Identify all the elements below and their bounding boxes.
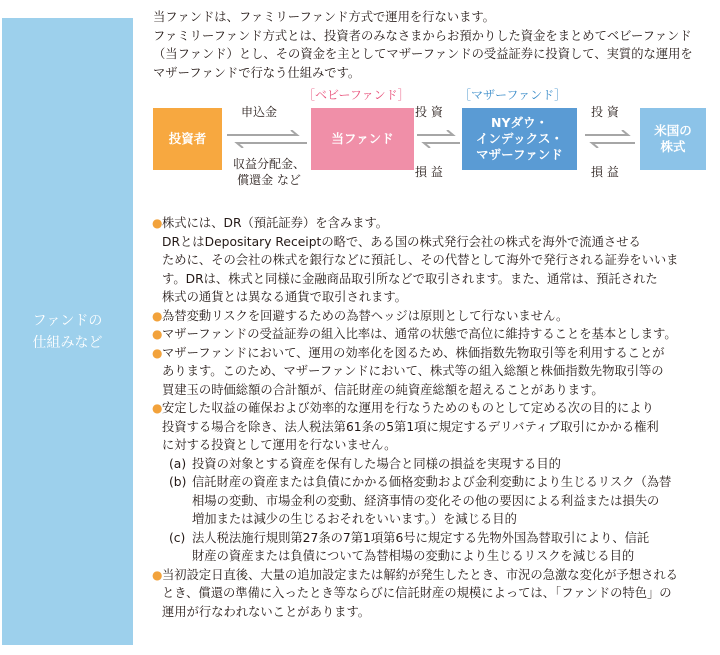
bullet-icon: ● — [152, 567, 163, 582]
note-line: マザーファンドにおいて、運用の効率化を図るため、株価指数先物取引等を利用することが — [162, 345, 665, 360]
sub-item-line: 相場の変動、市場金利の変動、経済事情の変化その他の要因による利益または損失の — [192, 493, 660, 508]
sub-item-c — [162, 529, 713, 566]
arrow-label-invest: 投 資 — [415, 105, 443, 119]
note-line: DRとはDepositary Receiptの略で、ある国の株式発行会社の株式を海外で流通させる — [162, 234, 641, 249]
mother-fund-label-line: NYダウ・ — [490, 115, 548, 130]
mother-fund-label-line: インデックス・ — [475, 131, 564, 146]
mother-fund-box — [462, 108, 577, 170]
note-line: 投資する場合を除き、法人税法第61条の5第1項に規定するデリバティブ取引にかかる権利 — [162, 419, 659, 434]
note-line: マザーファンドの受益証券の組入比率は、通常の状態で高位に維持することを基本とします。 — [162, 327, 677, 341]
note-line: ために、その会社の株式を銀行などに預託し、その代替として海外で発行される証券をいいま — [162, 253, 679, 267]
fund-structure-diagram — [153, 84, 713, 212]
arrow-label-profit-loss: 損 益 — [591, 165, 619, 179]
baby-fund-header: ［ベビーファンド］ — [303, 88, 410, 102]
note-line: 安定した収益の確保および効率的な運用を行なうためのものとして定める次の目的により — [162, 401, 654, 415]
us-stocks-label-line: 株式 — [660, 139, 686, 154]
double-arrow-icon — [585, 130, 635, 148]
note-line: に対する投資として運用を行ないません。 — [162, 438, 397, 452]
mother-fund-label-line: マザーファンド — [476, 147, 563, 162]
distribution-line: 償還金 など — [237, 173, 301, 187]
section-label — [2, 18, 133, 645]
us-stocks-box — [640, 108, 706, 170]
sub-item-line: 増加または減少の生じるおそれをいいます。）を減じる目的 — [192, 512, 517, 526]
us-stocks-label-line: 米国の — [654, 123, 692, 138]
intro-line: ファミリーファンド方式とは、投資者のみなさまからお預かりした資金をまとめてベビーファンド — [153, 28, 692, 43]
note-line: 買建玉の時価総額の合計額が、信託財産の純資産総額を超えることがあります。 — [162, 382, 604, 397]
intro-line: 当ファンドは、ファミリーファンド方式で運用を行ないます。 — [153, 10, 495, 24]
section-label-line1: ファンドの — [32, 312, 103, 329]
bullet-icon: ● — [152, 327, 163, 341]
note-line: 株式には、DR（預託証券）を含みます。 — [162, 216, 389, 230]
note-line: 為替変動リスクを回避するための為替ヘッジは原則として行ないません。 — [162, 308, 569, 323]
double-arrow-icon — [417, 130, 460, 148]
note-item — [153, 214, 713, 307]
sub-item-line: 財産の資産または負債について為替相場の変動により生じるリスクを減じる目的 — [192, 549, 635, 563]
note-line: とき、償還の準備に入ったとき等ならびに信託財産の規模によっては、「ファンドの特色」の — [162, 586, 672, 600]
arrow-label-invest: 投 資 — [591, 105, 619, 119]
distribution-line: 収益分配金、 — [233, 157, 306, 171]
sub-item-b — [162, 473, 713, 529]
note-item — [153, 399, 713, 566]
note-item — [153, 344, 713, 400]
note-line: す。DRは、株式と同様に金融商品取引所などで取引されます。また、通常は、預託された — [162, 271, 658, 286]
intro-line: （当ファンド）とし、その資金を主としてマザーファンドの受益証券に投資して、実質的な運用を — [153, 47, 693, 61]
mother-fund-header: ［マザーファンド］ — [459, 88, 567, 102]
sub-item-line: 投資の対象とする資産を保有した場合と同様の損益を実現する目的 — [192, 456, 561, 471]
section-label-line2: 仕組みなど — [32, 334, 103, 351]
main-content — [153, 8, 713, 621]
bullet-icon: ● — [152, 345, 163, 360]
bullet-icon: ● — [152, 308, 163, 323]
note-item — [153, 307, 713, 326]
sub-item-marker: (a) — [169, 456, 187, 471]
bullet-icon: ● — [152, 401, 163, 415]
sub-item-marker: (c) — [169, 530, 186, 545]
sub-item-line: 信託財産の資産または負債にかかる価格変動および金利変動により生じるリスク（為替 — [192, 475, 672, 489]
sub-item-a — [162, 455, 713, 474]
note-item — [153, 325, 713, 344]
note-line: 運用が行なわれないことがあります。 — [162, 604, 371, 619]
arrow-label-distribution — [233, 156, 305, 188]
note-line: あります。このため、マザーファンドにおいて、株式等の組入総額と株価指数先物取引等の — [162, 364, 664, 378]
baby-fund-label: 当ファンド — [331, 131, 394, 146]
note-line: 株式の通貨とは異なる通貨で取引されます。 — [162, 290, 407, 304]
sub-item-marker: (b) — [169, 475, 187, 489]
sub-item-line: 法人税法施行規則第27条の7第1項第6号に規定する先物外国為替取引により、信託 — [192, 530, 650, 545]
note-item — [153, 566, 713, 622]
notes-list — [153, 214, 713, 621]
investor-label: 投資者 — [168, 131, 207, 146]
baby-fund-box — [311, 108, 414, 170]
double-arrow-icon — [227, 130, 307, 148]
bullet-icon: ● — [152, 216, 163, 230]
arrow-label-profit-loss: 損 益 — [415, 165, 443, 179]
investor-box — [153, 108, 222, 170]
intro-line: マザーファンドで行なう仕組みです。 — [153, 65, 361, 80]
arrow-label-subscription: 申込金 — [241, 105, 278, 119]
note-line: 当初設定日直後、大量の追加設定または解約が発生したとき、市況の急激な変化が予想される — [162, 567, 678, 582]
intro-text — [153, 8, 713, 82]
